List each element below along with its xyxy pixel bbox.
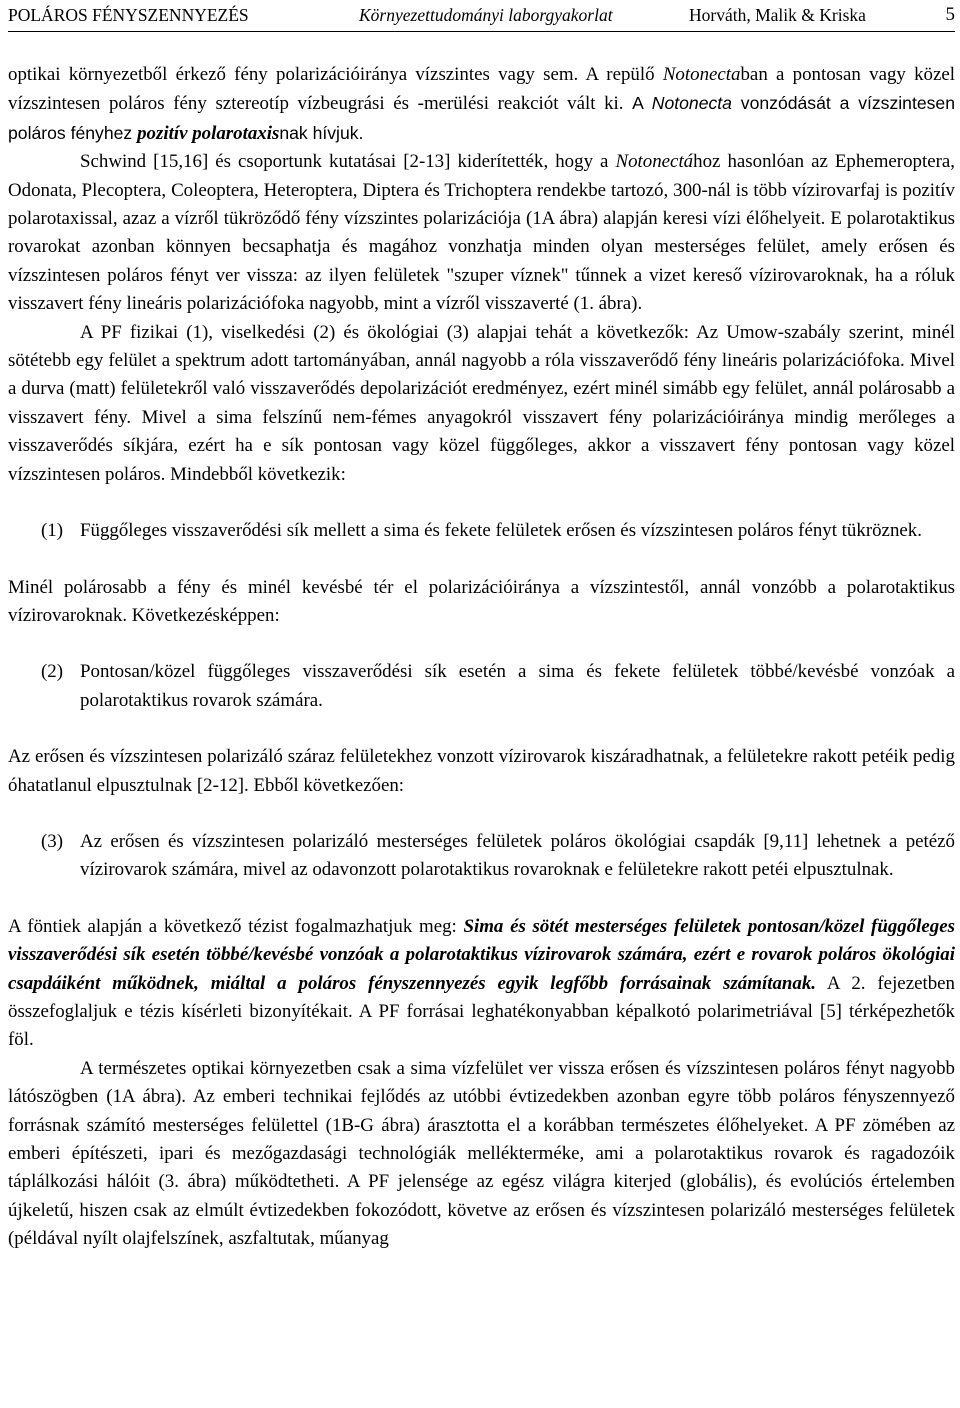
paragraph-4: Minél polárosabb a fény és minél kevésbé tér el polarizációiránya a vízszintestől, annál vonzóbb a polarotaktikus vízirovaroknak. Következésképpen: bbox=[8, 576, 955, 626]
header-authors: Horváth, Malik & Kriska bbox=[689, 5, 866, 25]
paragraph-6: A föntiek alapján a következő tézist fogalmazhatjuk meg: Sima és sötét mesterséges felületek pontosan/közel függőleges visszaverődési sík esetén többé/kevésbé vonzóak a polarotaktikus vízirovarok számára, ezért e rovarok poláros ökológiai csapdáiként működnek, miáltal a poláros fényszennyezés egyik legfőbb forrásainak számítanak. A 2. fejezetben összefoglaljuk e tézis kísérleti bizonyítékait. A PF forrásai leghatékonyabban képalkotó polarimetriával [5] térképezhetők föl. bbox=[8, 915, 955, 1051]
list-text: Pontosan/közel függőleges visszaverődési sík esetén a sima és fekete felületek többé/kevésbé vonzóak a polarotaktikus rovarok számára. bbox=[80, 661, 955, 711]
paragraph-5: Az erősen és vízszintesen polarizáló száraz felületekhez vonzott vízirovarok kiszáradhatnak, a felületekre rakott petéik pedig óhatatlanul elpusztulnak [2-12]. Ebből következően: bbox=[8, 746, 955, 796]
paragraph-3: A PF fizikai (1), viselkedési (2) és ökológiai (3) alapjai tehát a következők: Az Umow-szabály szerint, minél sötétebb egy felület a spektrum adott tartományában, annál nagyobb a róla visszaverődő fény lineáris polarizációfoka. Mivel a durva (matt) felületekről való visszaverődés depolarizációt eredményez, ezért minél simább egy felület, annál polárosabb a visszavert fény. Mivel a sima felszínű nem-fémes anyagokról visszavert fény polarizációiránya mindig merőleges a visszaverődés síkjára, ezért ha e sík pontosan vagy közel függőleges, akkor a visszavert fény pontosan vagy közel vízszintesen poláros. Mindebből következik: bbox=[8, 321, 955, 485]
list-text: Az erősen és vízszintesen polarizáló mesterséges felületek poláros ökológiai csapdák [9,11] lehetnek a petéző vízirovarok számára, mivel az odavonzott polarotaktikus rovaroknak e felületekre rakott petéi elpusztulnak. bbox=[80, 830, 955, 881]
list-number: (1) bbox=[41, 520, 64, 542]
paragraph-1: optikai környezetből érkező fény polarizációiránya vízszintes vagy sem. A repülő Notonectaban a pontosan vagy közel vízszintesen poláros fény sztereotíp vízbeugrási és -merülési reakciót vált ki. A Notonecta vonzódását a vízszintesen poláros fényhez pozitív polarotaxisnak hívjuk. bbox=[8, 64, 956, 144]
header-title: POLÁROS FÉNYSZENNYEZÉS bbox=[8, 5, 249, 25]
document-body bbox=[8, 61, 955, 1254]
list-item-2 bbox=[41, 658, 955, 715]
list-item-3 bbox=[41, 828, 955, 885]
paragraph-7: A természetes optikai környezetben csak a sima vízfelület ver vissza erősen és vízszintesen poláros fényt nagyobb látószögben (1A ábra). Az emberi technikai fejlődés az utóbbi évtizedekben azonban egyre több poláros fényszennyező forrásnak számító mesterséges felülettel (1B-G ábra) árasztotta el a korábban természetes élőhelyeket. A PF zömében az emberi építészeti, ipari és mezőgazdasági technológiák mellékterméke, ami a polarotaktikus rovarok és ragadozóik táplálkozási hálóit (3. ábra) működtetheti. A PF jelensége az egész világra kiterjed (globális), és evolúciós értelemben újkeletű, hiszen csak az elmúlt évtizedekben fokozódott, követve az erősen és vízszintesen polarizáló mesterséges felületek (példával nyílt olajfelszínek, aszfaltutak, műanyag bbox=[8, 1057, 955, 1250]
header-rule bbox=[8, 31, 955, 32]
page-number: 5 bbox=[945, 4, 955, 25]
paragraph-2: Schwind [15,16] és csoportunk kutatásai [2-13] kiderítették, hogy a Notonectához hasonlóan az Ephemeroptera, Odonata, Plecoptera, Coleoptera, Heteroptera, Diptera és Trichoptera rendekbe tartozó, 300-nál is több vízirovarfaj is pozitív polarotaxissal, azaz a vízről tükröződő fény vízszintes polarizációja (1A ábra) alapján keresi vízi élőhelyeit. E polarotaktikus rovarokat azonban könnyen becsaphatja és magához vonzhatja minden olyan mesterséges felület, amely erősen és vízszintesen poláros fényt ver vissza: az ilyen felületek "szuper víznek" tűnnek a vizet kereső vízirovaroknak, ha a róluk visszavert fény lineáris polarizációfoka nagyobb, mint a vízről visszaverté (1. ábra). bbox=[8, 151, 955, 315]
list-text: Függőleges visszaverődési sík mellett a sima és fekete felületek erősen és vízszintesen poláros fényt tükröznek. bbox=[80, 520, 922, 542]
list-number: (3) bbox=[41, 830, 64, 852]
header-course: Környezettudományi laborgyakorlat bbox=[359, 5, 613, 25]
list-number: (2) bbox=[41, 661, 64, 683]
list-item-1 bbox=[41, 517, 955, 545]
running-header bbox=[8, 3, 955, 27]
